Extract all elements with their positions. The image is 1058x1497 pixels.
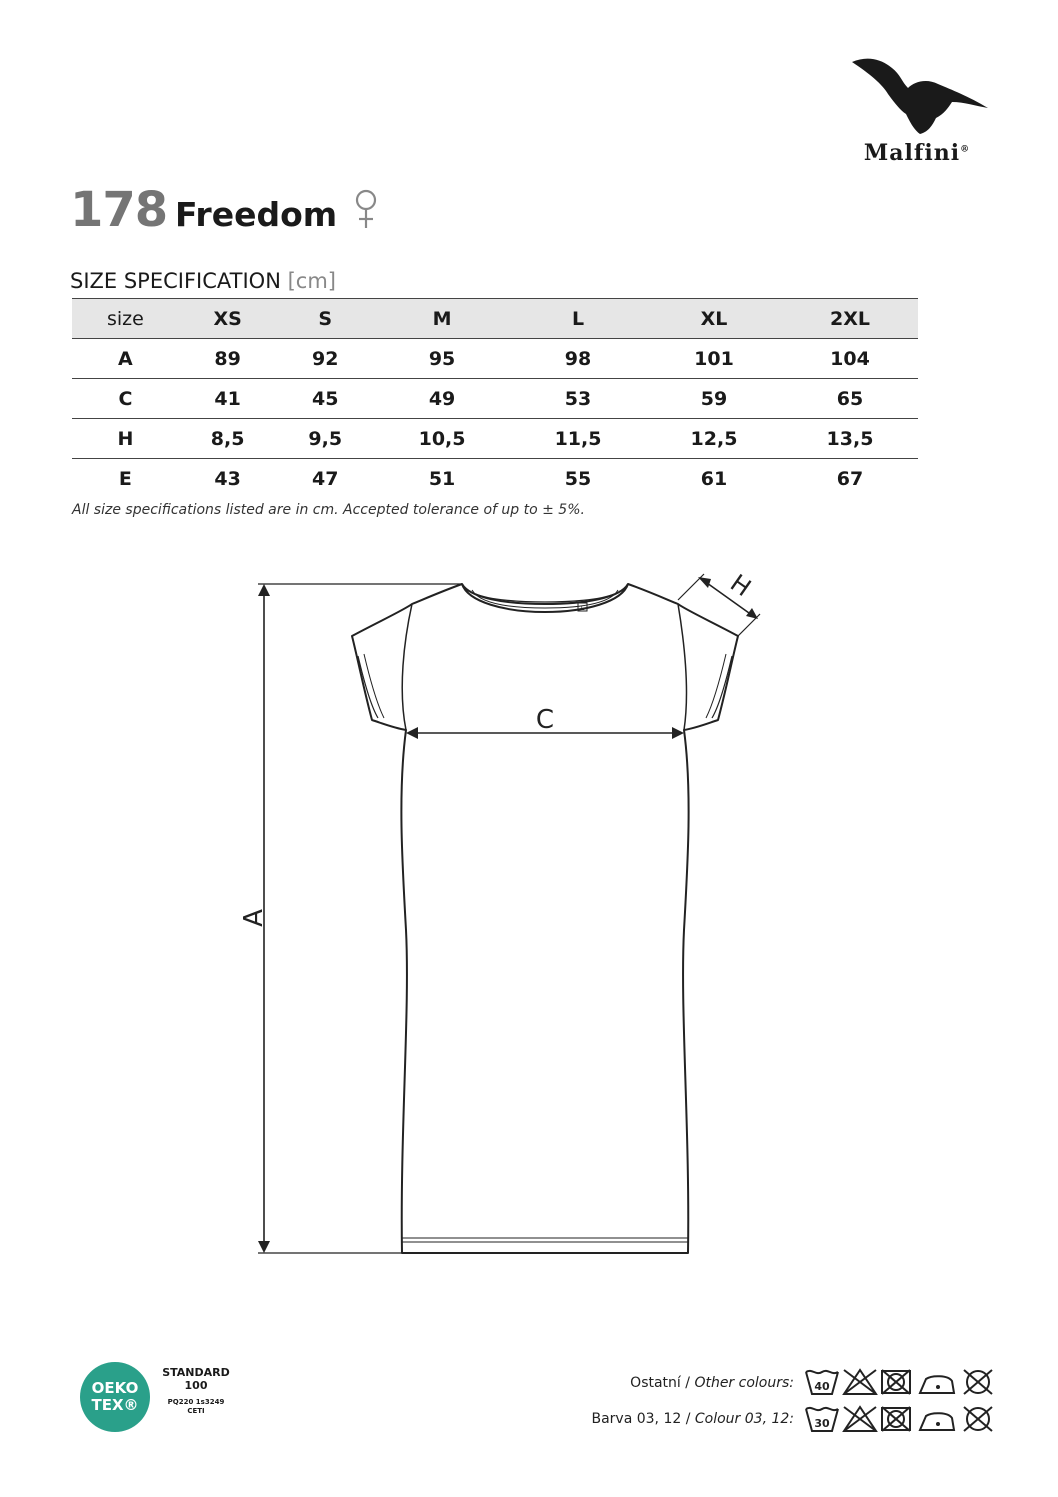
oeko-standard [156,1366,236,1392]
wash-temp-label: 40 [814,1380,830,1393]
header-cell: L [510,299,646,339]
brand-name: Malfini® [863,140,971,166]
header-cell: 2XL [782,299,918,339]
label-c: C [535,705,555,735]
table-cell: H [72,419,179,459]
no-tumble-dry-icon [882,1370,910,1394]
table-cell: 104 [782,339,918,379]
table-cell: 59 [646,379,782,419]
care-symbols-other [802,1367,998,1397]
iron-low-icon [920,1376,954,1393]
header-cell: S [276,299,374,339]
oeko-tex-badge [80,1362,150,1432]
table-cell: 89 [179,339,277,379]
label-h: H [725,568,757,603]
table-cell: 98 [510,339,646,379]
table-row [72,419,918,459]
header-cell: XL [646,299,782,339]
no-dry-clean-icon [964,1370,992,1394]
badge-line-1: OEKO [91,1379,139,1397]
table-cell: 13,5 [782,419,918,459]
table-cell: 65 [782,379,918,419]
table-cell: 10,5 [374,419,510,459]
header-cell: size [72,299,179,339]
table-cell: 49 [374,379,510,419]
care-label-other: Ostatní / Other colours: [630,1375,794,1391]
table-cell: C [72,379,179,419]
oeko-code [156,1398,236,1416]
table-cell: E [118,467,132,490]
table-cell: 47 [312,467,339,490]
table-cell: 9,5 [276,419,374,459]
table-cell: 43 [214,467,241,490]
care-label-colour: Barva 03, 12 / Colour 03, 12: [591,1411,794,1427]
table-cell: 45 [276,379,374,419]
standard-number: 100 [184,1379,208,1392]
product-name: Freedom [175,195,338,234]
product-code: 178 [70,182,168,238]
spec-heading: SIZE SPECIFICATION [cm] [70,269,336,293]
no-bleach-icon [844,1407,876,1431]
table-cell: 67 [836,467,864,490]
table-cell: 95 [374,339,510,379]
no-dry-clean-icon [964,1407,992,1431]
size-table [72,298,918,498]
table-header-row [72,299,918,339]
table-row [72,339,918,379]
table-cell: 92 [276,339,374,379]
table-cell: 53 [510,379,646,419]
table-cell: 8,5 [179,419,277,459]
dress-diagram [0,555,1058,1275]
tolerance-note: All size specifications listed are in cm. Accepted tolerance of up to ± 5%. [72,502,585,518]
brand-logo [842,52,992,164]
header-cell: XS [179,299,277,339]
table-cell: A [72,339,179,379]
dress-outline [352,584,738,1253]
header-cell: M [374,299,510,339]
eagle-icon [848,52,990,140]
iron-low-icon [920,1413,954,1430]
table-cell: 61 [700,467,728,490]
table-cell: 41 [179,379,277,419]
no-tumble-dry-icon [882,1407,910,1431]
table-cell: 51 [428,467,456,490]
wash-temp-label: 30 [814,1417,830,1430]
table-row [72,459,918,499]
table-row [72,379,918,419]
table-cell: 101 [646,339,782,379]
cert-institute: CETI [187,1407,205,1415]
table-cell: 11,5 [510,419,646,459]
cert-code: PQ220 1s3249 [167,1398,225,1406]
size-tag-text: L [580,605,585,612]
standard-label: STANDARD [162,1366,230,1379]
female-symbol-icon [352,188,380,230]
no-bleach-icon [844,1370,876,1394]
label-a: A [239,909,269,927]
table-cell: 12,5 [646,419,782,459]
table-cell: 55 [564,467,592,490]
badge-line-2: TEX® [91,1396,139,1414]
care-symbols-colour [802,1404,998,1434]
